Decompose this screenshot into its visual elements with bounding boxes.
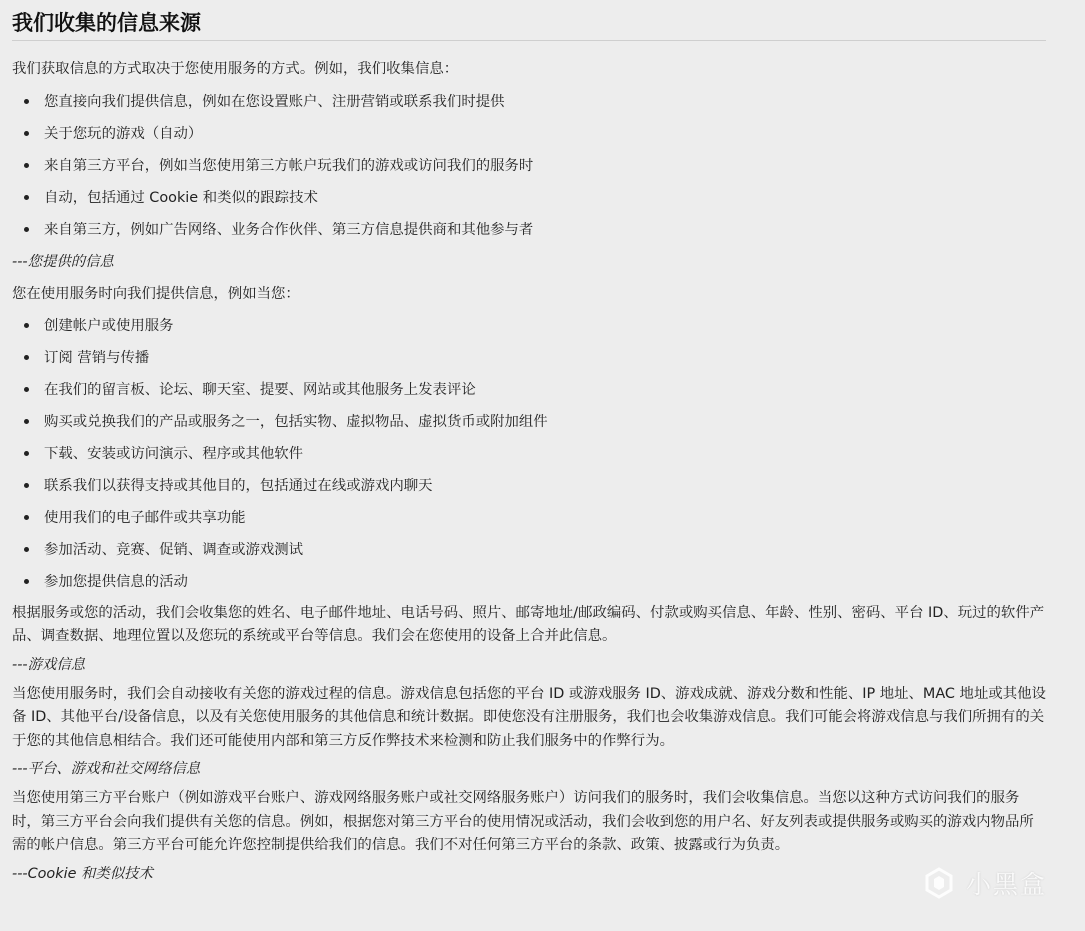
list-item (12, 310, 1046, 342)
list-item (12, 118, 1046, 150)
bullet-icon (24, 451, 29, 456)
list-item-text: 创建帐户或使用服务 (44, 317, 174, 334)
bullet-icon (24, 387, 29, 392)
list-item (12, 534, 1046, 566)
bullet-icon (24, 227, 29, 232)
bullet-icon (24, 483, 29, 488)
bullet-icon (24, 355, 29, 360)
bullet-icon (24, 195, 29, 200)
watermark (922, 863, 1062, 903)
bullet-icon (24, 323, 29, 328)
page-title: 我们收集的信息来源 (12, 0, 1046, 41)
list-item-text: 关于您玩的游戏（自动） (44, 125, 203, 142)
game-body-paragraph: 当您使用服务时，我们会自动接收有关您的游戏过程的信息。游戏信息包括您的平台 ID 或游戏服务 ID、游戏成就、游戏分数和性能、IP 地址、MAC 地址或其他设备 ID、其他平台/设备信息，以及有关您使用服务的其他信息和统计数据。即使您没有注册服务，我们也会收集游戏信息。我们可能会将游戏信息与我们所拥有的关于您的其他信息相结合。我们还可能使用内部和第三方反作弊技术来检测和防止我们服务中的作弊行为。 (12, 685, 1046, 749)
watermark-text: 小黑盒 (966, 870, 1048, 899)
list-item-text: 购买或兑换我们的产品或服务之一，包括实物、虚拟物品、虚拟货币或附加组件 (44, 413, 548, 430)
list-item-text: 在我们的留言板、论坛、聊天室、提要、网站或其他服务上发表评论 (44, 381, 476, 398)
list-item (12, 342, 1046, 374)
bullet-icon (24, 131, 29, 136)
heybox-logo-icon (922, 866, 956, 900)
provided-list (12, 310, 1046, 598)
list-item (12, 566, 1046, 598)
subhead-game-info: ---游戏信息 (12, 656, 86, 673)
bullet-icon (24, 515, 29, 520)
list-item (12, 214, 1046, 246)
list-item-text: 自动，包括通过 Cookie 和类似的跟踪技术 (44, 189, 318, 206)
bullet-icon (24, 163, 29, 168)
list-item (12, 502, 1046, 534)
subhead-provided-info: ---您提供的信息 (12, 253, 114, 270)
list-item (12, 374, 1046, 406)
list-item-text: 您直接向我们提供信息，例如在您设置账户、注册营销或联系我们时提供 (44, 93, 505, 110)
subhead-cookie: ---Cookie 和类似技术 (12, 865, 153, 882)
bullet-icon (24, 547, 29, 552)
provided-body-paragraph: 根据服务或您的活动，我们会收集您的姓名、电子邮件地址、电话号码、照片、邮寄地址/邮政编码、付款或购买信息、年龄、性别、密码、平台 ID、玩过的软件产品、调查数据、地理位置以及您玩的系统或平台等信息。我们会在您使用的设备上合并此信息。 (12, 604, 1045, 644)
list-item-text: 订阅 营销与传播 (44, 349, 150, 366)
list-item-text: 参加活动、竞赛、促销、调查或游戏测试 (44, 541, 304, 558)
list-item-text: 使用我们的电子邮件或共享功能 (44, 509, 246, 526)
list-item (12, 438, 1046, 470)
list-item-text: 下载、安装或访问演示、程序或其他软件 (44, 445, 304, 462)
list-item (12, 406, 1046, 438)
bullet-icon (24, 419, 29, 424)
list-item (12, 150, 1046, 182)
bullet-icon (24, 99, 29, 104)
sources-list (12, 86, 1046, 246)
provided-intro-paragraph: 您在使用服务时向我们提供信息，例如当您： (12, 285, 300, 302)
privacy-document (12, 0, 1046, 886)
list-item-text: 来自第三方平台，例如当您使用第三方帐户玩我们的游戏或访问我们的服务时 (44, 157, 534, 174)
list-item-text: 联系我们以获得支持或其他目的，包括通过在线或游戏内聊天 (44, 477, 433, 494)
list-item (12, 182, 1046, 214)
list-item (12, 470, 1046, 502)
subhead-platform-info: ---平台、游戏和社交网络信息 (12, 761, 201, 777)
list-item (12, 86, 1046, 118)
bullet-icon (24, 579, 29, 584)
list-item-text: 参加您提供信息的活动 (44, 573, 188, 590)
platform-body-paragraph: 当您使用第三方平台账户（例如游戏平台账户、游戏网络服务账户或社交网络服务账户）访问我们的服务时，我们会收集信息。当您以这种方式访问我们的服务时，第三方平台会向我们提供有关您的信息。例如，根据您对第三方平台的使用情况或活动，我们会收到您的用户名、好友列表或提供服务或购买的游戏内物品所需的帐户信息。第三方平台可能允许您控制提供给我们的信息。我们不对任何第三方平台的条款、政策、披露或行为负责。 (12, 790, 1034, 853)
intro-paragraph: 我们获取信息的方式取决于您使用服务的方式。例如，我们收集信息： (12, 61, 459, 77)
list-item-text: 来自第三方，例如广告网络、业务合作伙伴、第三方信息提供商和其他参与者 (44, 221, 534, 238)
